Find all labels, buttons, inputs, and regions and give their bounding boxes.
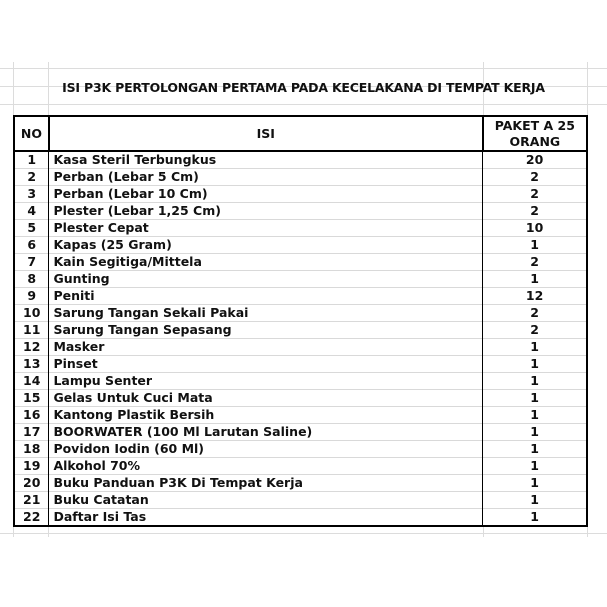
row-number: 22 (14, 509, 49, 527)
item-name: Povidon Iodin (60 Ml) (49, 441, 483, 458)
item-name: BOORWATER (100 Ml Larutan Saline) (49, 424, 483, 441)
header-quantity-line2: ORANG (509, 133, 561, 149)
item-quantity: 1 (483, 407, 587, 424)
row-number: 10 (14, 305, 49, 322)
table-row (14, 288, 587, 305)
table-row (14, 441, 587, 458)
table-row (14, 203, 587, 220)
table-row (14, 220, 587, 237)
row-number: 4 (14, 203, 49, 220)
item-name: Buku Panduan P3K Di Tempat Kerja (49, 475, 483, 492)
item-name: Plester (Lebar 1,25 Cm) (49, 203, 483, 220)
item-quantity: 12 (483, 288, 587, 305)
item-name: Daftar Isi Tas (49, 509, 483, 527)
p3k-contents-table (13, 115, 588, 527)
gridline (0, 104, 607, 105)
item-name: Kapas (25 Gram) (49, 237, 483, 254)
item-quantity: 1 (483, 339, 587, 356)
table-row (14, 271, 587, 288)
item-quantity: 2 (483, 322, 587, 339)
item-quantity: 2 (483, 186, 587, 203)
table-row (14, 305, 587, 322)
item-quantity: 1 (483, 509, 587, 527)
table-row (14, 356, 587, 373)
item-name: Sarung Tangan Sepasang (49, 322, 483, 339)
item-quantity: 1 (483, 475, 587, 492)
row-number: 14 (14, 373, 49, 390)
row-number: 17 (14, 424, 49, 441)
item-name: Masker (49, 339, 483, 356)
item-quantity: 20 (483, 151, 587, 169)
table-row (14, 458, 587, 475)
item-quantity: 1 (483, 458, 587, 475)
item-name: Alkohol 70% (49, 458, 483, 475)
item-quantity: 1 (483, 237, 587, 254)
row-number: 21 (14, 492, 49, 509)
item-quantity: 2 (483, 254, 587, 271)
row-number: 9 (14, 288, 49, 305)
item-name: Kain Segitiga/Mittela (49, 254, 483, 271)
table-row (14, 322, 587, 339)
item-quantity: 1 (483, 356, 587, 373)
item-quantity: 2 (483, 203, 587, 220)
item-name: Kantong Plastik Bersih (49, 407, 483, 424)
table-row (14, 424, 587, 441)
item-quantity: 10 (483, 220, 587, 237)
item-quantity: 1 (483, 492, 587, 509)
table-row (14, 169, 587, 186)
row-number: 15 (14, 390, 49, 407)
table-row (14, 509, 587, 527)
row-number: 1 (14, 151, 49, 169)
item-name: Kasa Steril Terbungkus (49, 151, 483, 169)
table-row (14, 339, 587, 356)
table-row (14, 492, 587, 509)
item-quantity: 2 (483, 305, 587, 322)
item-quantity: 1 (483, 390, 587, 407)
item-quantity: 1 (483, 271, 587, 288)
item-quantity: 1 (483, 373, 587, 390)
header-no: NO (14, 116, 49, 151)
row-number: 13 (14, 356, 49, 373)
row-number: 6 (14, 237, 49, 254)
row-number: 16 (14, 407, 49, 424)
row-number: 5 (14, 220, 49, 237)
item-name: Gelas Untuk Cuci Mata (49, 390, 483, 407)
row-number: 20 (14, 475, 49, 492)
table-header-row (14, 116, 587, 151)
header-quantity-line1: PAKET A 25 (494, 117, 575, 133)
row-number: 18 (14, 441, 49, 458)
document-title: ISI P3K PERTOLONGAN PERTAMA PADA KECELAKANA DI TEMPAT KERJA (62, 80, 545, 95)
table-row (14, 237, 587, 254)
header-quantity (483, 116, 587, 151)
table-row (14, 254, 587, 271)
row-number: 12 (14, 339, 49, 356)
item-name: Gunting (49, 271, 483, 288)
item-quantity: 2 (483, 169, 587, 186)
item-name: Plester Cepat (49, 220, 483, 237)
item-name: Pinset (49, 356, 483, 373)
row-number: 19 (14, 458, 49, 475)
item-name: Perban (Lebar 10 Cm) (49, 186, 483, 203)
table-row (14, 407, 587, 424)
item-quantity: 1 (483, 424, 587, 441)
row-number: 7 (14, 254, 49, 271)
item-name: Sarung Tangan Sekali Pakai (49, 305, 483, 322)
item-name: Peniti (49, 288, 483, 305)
table-row (14, 151, 587, 169)
gridline (0, 533, 607, 534)
item-name: Buku Catatan (49, 492, 483, 509)
row-number: 3 (14, 186, 49, 203)
row-number: 8 (14, 271, 49, 288)
item-name: Perban (Lebar 5 Cm) (49, 169, 483, 186)
row-number: 2 (14, 169, 49, 186)
table-row (14, 475, 587, 492)
table-row (14, 390, 587, 407)
table-row (14, 186, 587, 203)
item-quantity: 1 (483, 441, 587, 458)
header-isi: ISI (49, 116, 483, 151)
table-row (14, 373, 587, 390)
item-name: Lampu Senter (49, 373, 483, 390)
row-number: 11 (14, 322, 49, 339)
gridline (0, 68, 607, 69)
